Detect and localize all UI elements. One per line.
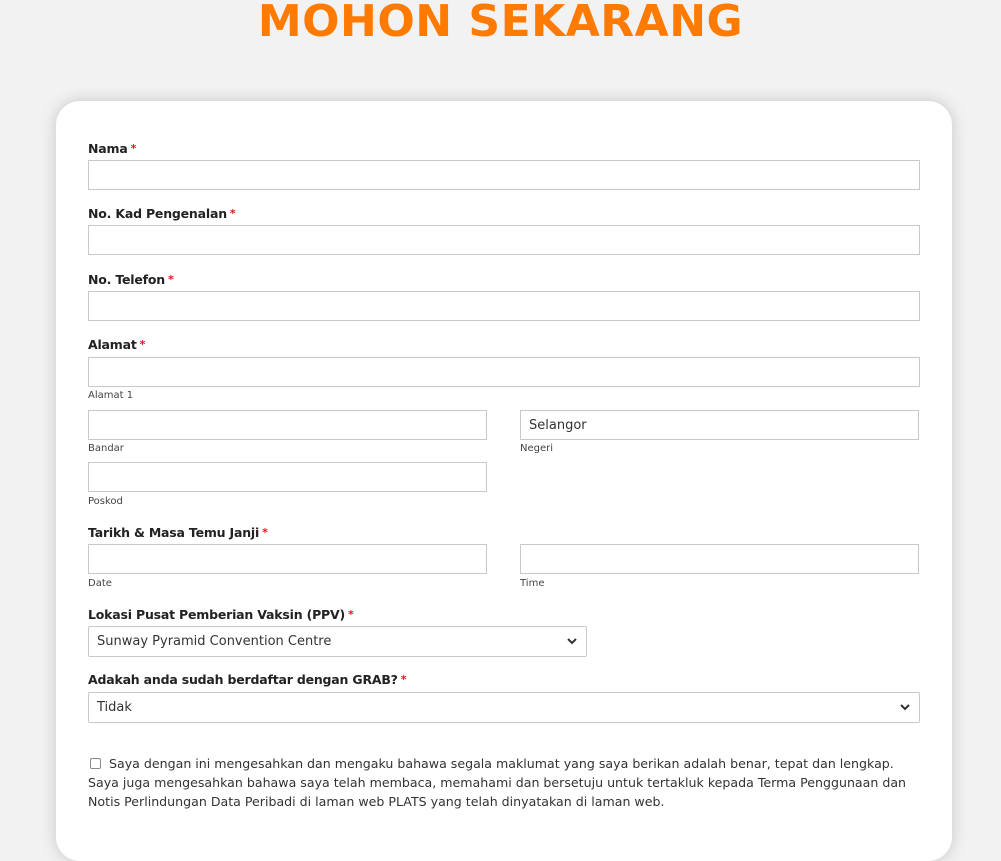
telefon-input[interactable]: [88, 291, 920, 321]
bandar-input[interactable]: [88, 410, 487, 440]
alamat1-input[interactable]: [88, 357, 920, 387]
required-marker: *: [262, 526, 268, 539]
chevron-down-icon: [899, 702, 911, 712]
telefon-label-text: No. Telefon: [88, 272, 165, 287]
lokasi-select[interactable]: [88, 626, 587, 657]
poskod-sublabel: Poskod: [88, 496, 123, 507]
alamat-label: [88, 337, 145, 352]
consent-text: Saya dengan ini mengesahkan dan mengaku bahawa segala maklumat yang saya berikan adalah benar, tepat dan lengkap. Saya juga mengesahkan bahawa saya telah membaca, memahami dan bersetuju untuk tertakluk kepada Terma Penggunaan dan Notis Perlindungan Data Peribadi di laman web PLATS yang telah dinyatakan di laman web.: [88, 756, 907, 809]
consent-statement: [88, 754, 928, 811]
lokasi-label: [88, 607, 354, 622]
required-marker: *: [400, 673, 407, 686]
alamat-label-text: Alamat: [88, 337, 137, 352]
grab-select[interactable]: [88, 692, 920, 723]
date-sublabel: Date: [88, 578, 112, 589]
lokasi-label-text: Lokasi Pusat Pemberian Vaksin (PPV): [88, 607, 346, 622]
ic-label: [88, 206, 235, 221]
grab-label: [88, 672, 406, 687]
negeri-input[interactable]: [520, 410, 919, 440]
page-title: MOHON SEKARANG: [257, 0, 744, 47]
required-marker: *: [348, 608, 354, 621]
ic-input[interactable]: [88, 225, 920, 255]
temujanji-label: [88, 525, 268, 540]
poskod-input[interactable]: [88, 462, 487, 492]
nama-label-text: Nama: [88, 141, 128, 156]
nama-label: [88, 141, 136, 156]
nama-input[interactable]: [88, 160, 920, 190]
time-sublabel: Time: [520, 578, 545, 589]
consent-checkbox[interactable]: [90, 758, 101, 769]
time-input[interactable]: [520, 544, 919, 574]
required-marker: *: [167, 273, 174, 286]
ic-label-text: No. Kad Pengenalan: [88, 206, 227, 221]
date-input[interactable]: [88, 544, 487, 574]
alamat1-sublabel: Alamat 1: [88, 390, 134, 401]
required-marker: *: [139, 338, 146, 351]
telefon-label: [88, 272, 174, 287]
bandar-sublabel: Bandar: [88, 443, 124, 454]
negeri-sublabel: Negeri: [520, 443, 554, 454]
temujanji-label-text: Tarikh & Masa Temu Janji: [88, 525, 260, 540]
required-marker: *: [130, 142, 137, 155]
grab-selected-value: Tidak: [97, 700, 132, 715]
lokasi-selected-value: Sunway Pyramid Convention Centre: [97, 634, 332, 649]
grab-label-text: Adakah anda sudah berdaftar dengan GRAB?: [88, 672, 398, 687]
chevron-down-icon: [566, 636, 578, 646]
required-marker: *: [229, 207, 236, 220]
